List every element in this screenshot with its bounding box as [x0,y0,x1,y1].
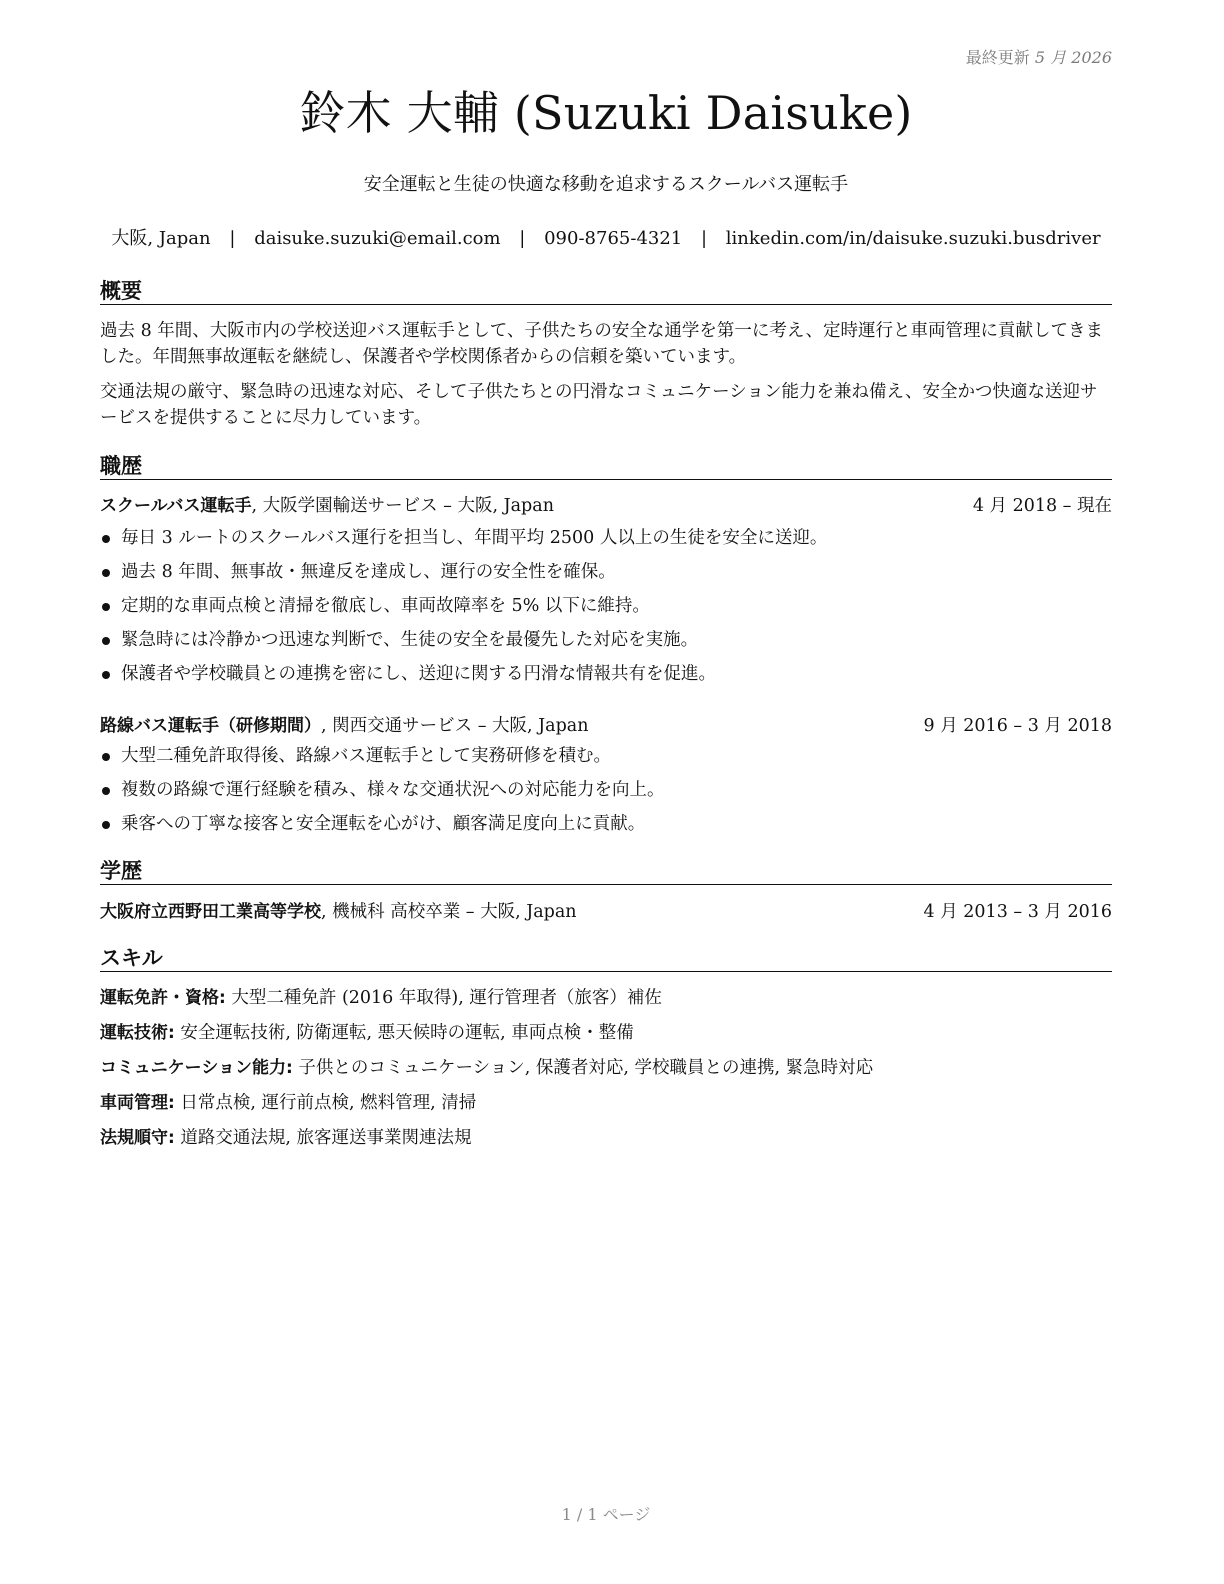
bullet-icon [102,821,110,829]
skill-value: 子供とのコミュニケーション, 保護者対応, 学校職員との連携, 緊急時対応 [292,1058,874,1078]
skill-label: 法規順守: [100,1128,175,1148]
bullet-text: 緊急時には冷静かつ迅速な判断で、生徒の安全を最優先した対応を実施。 [121,630,699,650]
skills-section [100,945,1112,1156]
bullet-text: 毎日 3 ルートのスクールバス運行を担当し、年間平均 2500 人以上の生徒を安全に送迎。 [121,528,828,548]
job-title: 路線バス運転手（研修期間） [100,716,321,736]
tagline: 安全運転と生徒の快適な移動を追求するスクールバス運転手 [363,174,849,195]
bullet-icon [102,671,110,679]
contact-separator: | [519,228,526,249]
experience-section [100,453,1112,841]
list-item [100,623,1112,657]
job-header [100,713,1112,739]
bullet-text: 過去 8 年間、無事故・無違反を達成し、運行の安全性を確保。 [121,562,616,582]
list-item [100,773,1112,807]
summary-section [100,278,1112,431]
bullet-icon [102,787,110,795]
skill-label: 運転免許・資格: [100,988,226,1008]
summary-heading: 概要 [100,278,1112,305]
contact-phone[interactable]: 090-8765-4321 [544,228,683,249]
job-org: , 関西交通サービス – 大阪, Japan [321,716,589,736]
skills-list [100,981,1112,1156]
summary-paragraph: 過去 8 年間、大阪市内の学校送迎バス運転手として、子供たちの安全な通学を第一に考え、定時運行と車両管理に貢献してきました。年間無事故運転を継続し、保護者や学校関係者からの信頼を築いています。 [100,321,1103,367]
job-bullets [100,521,1112,691]
education-entry [100,899,1112,925]
skill-value: 道路交通法規, 旅客運送事業関連法規 [174,1128,472,1148]
education-dates: 4 月 2013 – 3 月 2016 [923,902,1112,922]
skills-heading: スキル [100,945,1112,972]
job-org: , 大阪学園輸送サービス – 大阪, Japan [251,496,554,516]
list-item [100,657,1112,691]
experience-heading: 職歴 [100,453,1112,480]
skill-value: 大型二種免許 (2016 年取得), 運行管理者（旅客）補佐 [225,988,662,1008]
education-section [100,858,1112,925]
skill-row [100,1051,1112,1086]
job-dates: 4 月 2018 – 現在 [972,496,1112,516]
skill-label: 運転技術: [100,1023,175,1043]
page-indicator: 1 / 1 ページ [561,1505,651,1524]
last-updated-year: 2026 [1071,48,1112,67]
last-updated-month: 5 月 [1034,48,1067,67]
list-item [100,589,1112,623]
school-name: 大阪府立西野田工業高等学校 [100,902,321,922]
bullet-icon [102,637,110,645]
last-updated-label: 最終更新 [965,48,1030,67]
job-entry [100,493,1112,691]
job-header [100,493,1112,519]
bullet-text: 保護者や学校職員との連携を密にし、送迎に関する円滑な情報共有を促進。 [121,664,716,684]
contact-email[interactable]: daisuke.suzuki@email.com [254,228,501,249]
contact-separator: | [700,228,708,249]
list-item [100,739,1112,773]
job-bullets [100,739,1112,841]
contact-separator: | [229,228,236,249]
skill-value: 安全運転技術, 防衛運転, 悪天候時の運転, 車両点検・整備 [174,1023,634,1043]
bullet-text: 複数の路線で運行経験を積み、様々な交通状況への対応能力を向上。 [121,780,665,800]
last-updated [966,45,1112,68]
job-entry [100,713,1112,841]
bullet-icon [102,535,110,543]
list-item [100,555,1112,589]
bullet-text: 大型二種免許取得後、路線バス運転手として実務研修を積む。 [121,746,611,766]
school-detail: , 機械科 高校卒業 – 大阪, Japan [321,902,577,922]
bullet-text: 乗客への丁寧な接客と安全運転を心がけ、顧客満足度向上に貢献。 [121,814,646,834]
skill-row [100,981,1112,1016]
contact-line [100,224,1112,250]
skill-row [100,1086,1112,1121]
job-title: スクールバス運転手 [100,496,252,516]
skill-label: 車両管理: [100,1093,175,1113]
person-name: 鈴木 大輔 (Suzuki Daisuke) [299,86,913,140]
job-dates: 9 月 2016 – 3 月 2018 [923,716,1112,736]
summary-paragraph: 交通法規の厳守、緊急時の迅速な対応、そして子供たちとの円滑なコミュニケーション能力を兼ね備え、安全かつ快適な送迎サービスを提供することに尽力しています。 [100,382,1098,428]
list-item [100,521,1112,555]
contact-location: 大阪, Japan [111,228,211,249]
bullet-icon [102,569,110,577]
bullet-icon [102,603,110,611]
skill-label: コミュニケーション能力: [100,1058,293,1078]
list-item [100,807,1112,841]
contact-linkedin[interactable]: linkedin.com/in/daisuke.suzuki.busdriver [725,228,1101,249]
skill-row [100,1121,1112,1156]
bullet-icon [102,753,110,761]
education-heading: 学歴 [100,858,1112,885]
resume-page [100,0,1112,1584]
bullet-text: 定期的な車両点検と清掃を徹底し、車両故障率を 5% 以下に維持。 [121,596,650,616]
skill-value: 日常点検, 運行前点検, 燃料管理, 清掃 [174,1093,477,1113]
skill-row [100,1016,1112,1051]
